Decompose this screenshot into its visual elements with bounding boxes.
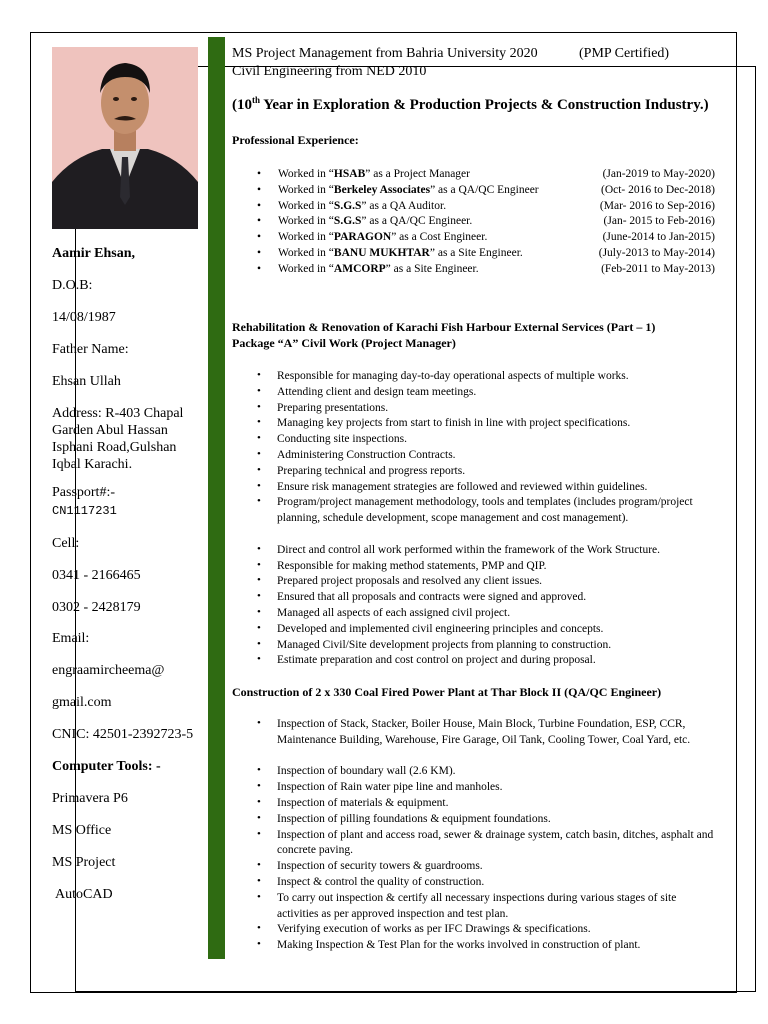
list-item: Administering Construction Contracts. <box>277 449 456 461</box>
bullet-icon: • <box>257 606 261 618</box>
list-item: Estimate preparation and cost control on project and during proposal. <box>277 654 596 667</box>
bullet-icon: • <box>257 811 261 824</box>
cell-label: Cell: <box>52 536 80 551</box>
bullet-icon: • <box>257 780 261 793</box>
bullet-icon: • <box>257 463 261 476</box>
project1-title-1: Rehabilitation & Renovation of Karachi Fish Harbour External Services (Part – 1) <box>232 320 656 334</box>
bullet-icon: • <box>257 479 261 492</box>
bullet-icon: • <box>257 416 261 429</box>
list-item: Conducting site inspections. <box>277 433 408 446</box>
bullet-icon: • <box>257 796 261 808</box>
experience-title: Professional Experience: <box>232 133 359 147</box>
education-line-1: MS Project Management from Bahria University 2020 <box>232 46 538 61</box>
divider-bar <box>208 37 225 959</box>
dob-label: D.O.B: <box>52 278 93 293</box>
career-headline: (10th Year in Exploration & Production Projects & Construction Industry.) <box>232 95 709 113</box>
pmp-certified: (PMP Certified) <box>579 46 670 61</box>
bullet-icon: • <box>257 542 261 555</box>
list-item: Preparing technical and progress reports. <box>277 464 466 477</box>
experience-dates: (June-2014 to Jan-2015) <box>602 231 715 244</box>
list-item: Making Inspection & Test Plan for the works involved in construction of plant. <box>277 939 641 952</box>
father-label: Father Name: <box>52 342 129 357</box>
bullet-icon: • <box>257 717 261 729</box>
bullet-icon: • <box>257 875 261 887</box>
bullet-icon: • <box>257 384 261 397</box>
profile-sidebar <box>52 47 202 229</box>
bullet-icon: • <box>257 448 261 460</box>
list-item: Developed and implemented civil engineering principles and concepts. <box>277 622 604 635</box>
bullet-icon: • <box>257 764 261 777</box>
tool-item: MS Office <box>52 823 112 838</box>
list-item: Program/project management methodology, tools and templates (includes program/project planning, schedule development, scope management and cost management). <box>277 496 693 525</box>
list-item: Inspect & control the quality of construction. <box>277 876 485 888</box>
passport-label: Passport#:- <box>52 485 115 500</box>
list-item: Verifying execution of works as per IFC Drawings & specifications. <box>277 923 591 936</box>
list-item: Responsible for managing day-to-day operational aspects of multiple works. <box>277 370 629 382</box>
list-item: Attending client and design team meetings. <box>277 385 477 398</box>
bullet-icon: • <box>257 827 261 840</box>
cell-number-1: 0341 - 2166465 <box>52 568 141 583</box>
bullet-icon: • <box>257 432 261 445</box>
bullet-icon: • <box>257 495 261 508</box>
address: Address: R-403 Chapal Garden Abul Hassan Isphani Road,Gulshan Iqbal Karachi. <box>52 406 184 472</box>
education-line-2: Civil Engineering from NED 2010 <box>232 64 427 79</box>
bullet-icon: • <box>257 859 261 872</box>
experience-dates: (Jan- 2015 to Feb-2016) <box>603 215 715 228</box>
bullet-icon: • <box>257 558 261 571</box>
bullet-icon: • <box>257 574 261 587</box>
cell-number-2: 0302 - 2428179 <box>52 600 141 615</box>
bullet-icon: • <box>257 400 261 413</box>
bullet-icon: • <box>257 938 261 951</box>
list-item: Inspection of security towers & guardrooms. <box>277 860 483 873</box>
experience-dates: (Mar- 2016 to Sep-2016) <box>599 199 715 212</box>
project2-title: Construction of 2 x 330 Coal Fired Power Plant at Thar Block II (QA/QC Engineer) <box>232 685 662 699</box>
cnic: CNIC: 42501-2392723-5 <box>52 727 194 742</box>
candidate-name: Aamir Ehsan, <box>52 246 135 261</box>
experience-dates: (Jan-2019 to May-2020) <box>602 168 715 180</box>
bullet-icon: • <box>257 637 261 650</box>
email-part-2: gmail.com <box>52 695 112 710</box>
list-item: Inspection of boundary wall (2.6 KM). <box>277 765 456 778</box>
bullet-icon: • <box>257 621 261 634</box>
list-item: Preparing presentations. <box>277 401 389 414</box>
bullet-icon: • <box>257 890 261 903</box>
list-item: Prepared project proposals and resolved any client issues. <box>277 575 543 588</box>
passport-value: CN1117231 <box>52 504 117 518</box>
list-item: Managing key projects from start to finish in line with project specifications. <box>277 417 631 430</box>
list-item: Managed Civil/Site development projects from planning to construction. <box>277 638 612 651</box>
list-item: Inspection of Stack, Stacker, Boiler House, Main Block, Turbine Foundation, ESP, CCR, Maintenance Building, Warehouse, Fire Garage, Oil Tank, Cooling Tower, Coal Yard, etc. <box>277 718 691 746</box>
tool-item: AutoCAD <box>55 887 113 902</box>
project1-title-2: Package “A” Civil Work (Project Manager) <box>232 336 456 350</box>
tool-item: Primavera P6 <box>52 791 128 806</box>
father-value: Ehsan Ullah <box>52 374 121 389</box>
bullet-icon: • <box>257 590 261 603</box>
tool-item: MS Project <box>52 855 116 870</box>
list-item: Direct and control all work performed within the framework of the Work Structure. <box>277 543 661 556</box>
list-item: Inspection of Rain water pipe line and manholes. <box>277 781 503 794</box>
list-item: Inspection of pilling foundations & equipment foundations. <box>277 812 551 825</box>
list-item: Managed all aspects of each assigned civil project. <box>277 607 511 619</box>
profile-photo <box>52 47 198 229</box>
bullet-icon: • <box>257 922 261 935</box>
experience-dates: (Feb-2011 to May-2013) <box>601 262 715 275</box>
list-item: Inspection of materials & equipment. <box>277 797 449 809</box>
dob-value: 14/08/1987 <box>52 310 116 325</box>
experience-dates: (Oct- 2016 to Dec-2018) <box>600 183 715 196</box>
tools-label: Computer Tools: - <box>52 759 161 774</box>
list-item: Responsible for making method statements, PMP and QIP. <box>277 559 547 572</box>
list-item: Ensured that all proposals and contracts were signed and approved. <box>277 591 587 604</box>
list-item: Inspection of plant and access road, sewer & drainage system, catch basin, ditches, asphalt and concrete paving. <box>277 828 714 857</box>
list-item: To carry out inspection & certify all necessary inspections during various stages of site activities as per approved inspection and test plan. <box>277 891 677 920</box>
bullet-icon: • <box>257 653 261 666</box>
experience-dates: (July-2013 to May-2014) <box>598 247 715 259</box>
email-part-1: engraamircheema@ <box>52 663 165 678</box>
list-item: Ensure risk management strategies are followed and reviewed within guidelines. <box>277 480 648 493</box>
email-label: Email: <box>52 631 90 646</box>
bullet-icon: • <box>257 369 261 381</box>
